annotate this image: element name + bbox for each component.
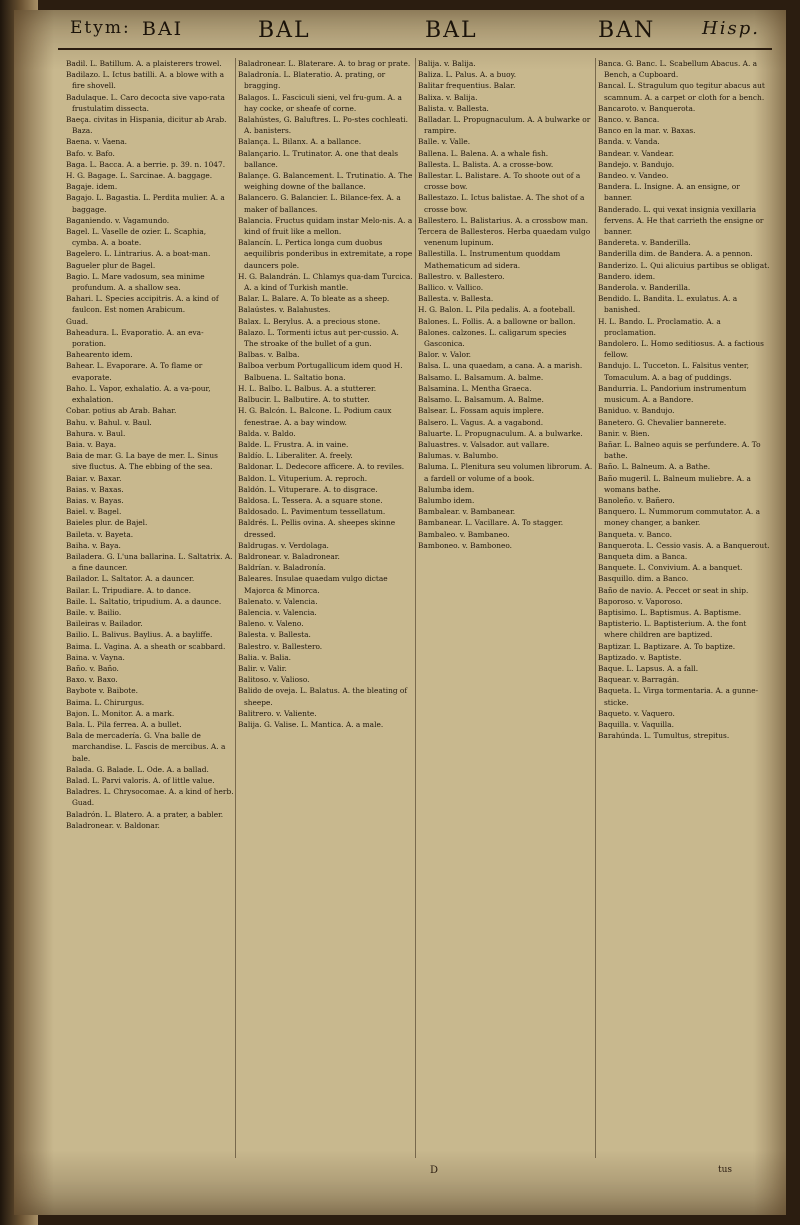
header-etym: Etym: [70, 18, 131, 38]
dictionary-entry: Bahear. L. Evaporare. A. To flame or evaporate. [66, 361, 203, 382]
dictionary-entry: Balista. v. Ballesta. [418, 103, 489, 113]
dictionary-entry: Baieles plur. de Bajel. [66, 518, 148, 528]
dictionary-entry: Banquero. L. Nummorum commutator. A. a money changer, a banker. [598, 507, 760, 528]
dictionary-entry: Bafo. v. Bafo. [66, 148, 115, 158]
dictionary-entry: Balido de oveja. L. Balatus. A. the bleating of sheepe. [238, 686, 408, 707]
dictionary-entry: Bambanear. L. Vacillare. A. To stagger. [418, 518, 564, 528]
dictionary-entry: Ballestar. L. Balistare. A. To shoote out of a crosse bow. [418, 171, 581, 192]
dictionary-entry: Bagelero. L. Lintrarius. A. a boat-man. [66, 249, 211, 259]
dictionary-entry: Banqueta dim. a Banca. [598, 551, 688, 561]
dictionary-entry: Cobar. potius ab Arab. Bahar. [66, 406, 177, 416]
dictionary-entry: Baqueto. v. Vaquero. [598, 708, 675, 718]
dictionary-entry: Baileiras v. Bailador. [66, 619, 143, 629]
dictionary-entry: Baporoso. v. Vaporoso. [598, 596, 683, 606]
dictionary-entry: Tercera de Ballesteros. Herba quaedam vulgo venenum lupinum. [418, 227, 591, 248]
dictionary-entry: Balitar frequentius. Balar. [418, 81, 516, 91]
dictionary-entry: Bandujo. L. Tucceton. L. Falsitus venter, Tomaculum. A. a bag of puddings. [598, 361, 749, 382]
dictionary-entry: Ballesta. v. Ballesta. [418, 294, 494, 304]
dictionary-entry: Guad. [66, 316, 89, 326]
dictionary-entry: Ballena. L. Balena. A. a whale fish. [418, 148, 549, 158]
dictionary-entry: Baleno. v. Valeno. [238, 619, 304, 629]
dictionary-entry: Baluastres. v. Valsador. aut vallare. [418, 439, 550, 449]
page-header [50, 18, 780, 44]
dictionary-entry: Banquerota. L. Cessio vasis. A. a Banquerout. [598, 540, 770, 550]
dictionary-entry: Banderilla dim. de Bandera. A. a pennon. [598, 249, 753, 259]
dictionary-entry: Bambaleo. v. Bambaneo. [418, 529, 510, 539]
dictionary-entry: Bailador. L. Saltator. A. a dauncer. [66, 574, 195, 584]
dictionary-entry: Balor. v. Valor. [418, 350, 472, 360]
dictionary-entry: Baldon. L. Vituperium. A. reproch. [238, 473, 368, 483]
dictionary-entry: H. G. Balandrán. L. Chlamys qua-dam Turcica. A. a kind of Turkish mantle. [238, 271, 413, 293]
dictionary-entry: Bahari. L. Species accipitris. A. a kind of faulcon. Est nomen Arabicum. [66, 294, 219, 315]
dictionary-entry: Bala de mercadería. G. Vna balle de marchandise. L. Fascis de mercibus. A. a bale. [66, 731, 226, 763]
dictionary-entry: Baladronear. v. Baldonar. [66, 820, 160, 830]
dictionary-entry: Balumbo idem. [418, 495, 475, 505]
dictionary-entry: Balada. G. Balade. L. Ode. A. a ballad. [66, 764, 209, 774]
dictionary-entry: Badil. L. Batillum. A. a plaisterers trowel. [66, 59, 222, 68]
dictionary-entry: Balaústes. v. Balahustes. [238, 305, 331, 315]
dictionary-entry: Banquete. L. Convivium. A. a banquet. [598, 563, 743, 573]
dictionary-entry: Badulaque. L. Caro decocta sive vapo-rata frustulatim dissecta. [66, 92, 225, 113]
dictionary-entry: Baima. L. Chirurgus. [66, 697, 145, 707]
dictionary-entry: Baldrés. L. Pellis ovina. A. sheepes skinne dressed. [238, 518, 396, 539]
dictionary-entry: H. L. Balbo. L. Balbus. A. a stutterer. [238, 383, 377, 393]
dictionary-entry: Basquillo. dim. a Banco. [598, 574, 689, 584]
dictionary-entry: Balia. v. Balia. [238, 652, 291, 662]
dictionary-entry: Balsa. L. una quaedam, a cana. A. a marish. [418, 361, 583, 371]
dictionary-entry: Bajon. L. Monitor. A. a mark. [66, 708, 175, 718]
column-divider [235, 58, 236, 1158]
dictionary-entry: Ballestazo. L. Ictus balistae. A. The shot of a crosse bow. [418, 193, 585, 214]
dictionary-entry: Bandereta. v. Banderilla. [598, 238, 691, 248]
dictionary-entry: Baldón. L. Vituperare. A. to disgrace. [238, 484, 378, 494]
dictionary-entry: Baque. L. Lapsus. A. a fall. [598, 663, 699, 673]
dictionary-entry: Balestro. v. Ballestero. [238, 641, 323, 651]
dictionary-entry: Baganiendo. v. Vagamundo. [66, 215, 170, 225]
dictionary-entry: Banqueta. v. Banco. [598, 529, 672, 539]
dictionary-entry: Balsamo. L. Balsamum. A. Balme. [418, 395, 544, 405]
dictionary-entry: Baldronear. v. Baladronear. [238, 551, 340, 561]
dictionary-entry: Baho. L. Vapor, exhalatio. A. a va-pour, exhalation. [66, 383, 211, 405]
dictionary-entry: Balsamo. L. Balsamum. A. balme. [418, 372, 544, 382]
dictionary-entry: Balbas. v. Balba. [238, 350, 300, 360]
dictionary-entry: Baxo. v. Baxo. [66, 675, 118, 685]
dictionary-entry: Bendido. L. Bandita. L. exulatus. A. a banished. [598, 294, 738, 315]
dictionary-entry: Banda. v. Vanda. [598, 137, 660, 147]
dictionary-entry: Baybote v. Baibote. [66, 686, 138, 696]
catchword: tus [718, 1165, 733, 1175]
dictionary-entry: Balançe. G. Balancement. L. Trutinatio. A. The weighing downe of the ballance. [238, 171, 413, 192]
dictionary-entry: Baia. v. Baya. [66, 439, 117, 449]
dictionary-entry: Bala. L. Pila ferrea. A. a bullet. [66, 719, 182, 729]
dictionary-entry: Bailio. L. Balivus. Baylius. A. a bayliffe. [66, 630, 213, 640]
dictionary-entry: Balenato. v. Valencia. [238, 596, 318, 606]
dictionary-entry: Balladar. L. Propugnaculum. A. A bulwarke or rampire. [418, 115, 591, 136]
dictionary-entry: Bañar. L. Balneo aquis se perfundere. A. To bathe. [598, 439, 761, 461]
dictionary-entry: H. L. Bando. L. Proclamatio. A. a proclamation. [598, 316, 721, 337]
dictionary-entry: Baptizar. L. Baptizare. A. To baptize. [598, 641, 736, 651]
dictionary-entry: H. G. Balon. L. Pila pedalis. A. a footeball. [418, 305, 576, 315]
column-divider [415, 58, 416, 1158]
dictionary-entry: Baile. L. Saltatio, tripudium. A. a daunce. [66, 596, 222, 606]
dictionary-entry: Bahura. v. Baul. [66, 428, 126, 438]
dictionary-entry: Baldosado. L. Pavimentum tessellatum. [238, 507, 386, 517]
dictionary-entry: Baño. L. Balneum. A. a Bathe. [598, 462, 711, 472]
dictionary-entry: Baileta. v. Bayeta. [66, 529, 134, 539]
dictionary-entry: Baima. L. Vagina. A. a sheath or scabbard. [66, 641, 226, 651]
dictionary-entry: Baño de navio. A. Peccet or seat in ship. [598, 585, 749, 595]
dictionary-entry: Balbucir. L. Balbutire. A. to stutter. [238, 395, 370, 405]
dictionary-entry: Balde. L. Frustra. A. in vaine. [238, 439, 349, 449]
dictionary-entry: Badilazo. L. Ictus batilli. A. a blowe with a fire shovell. [66, 70, 224, 91]
dictionary-entry: Balar. L. Balare. A. To bleate as a sheep. [238, 294, 390, 304]
dictionary-entry: Baluarte. L. Propugnaculum. A. a bulwarke. [418, 428, 583, 438]
dictionary-entry: Banderizo. L. Qui alicuius partibus se obligat. [598, 260, 770, 270]
dictionary-entry: Baias. v. Bayas. [66, 495, 124, 505]
dictionary-entry: Balones. L. Follis. A. a ballowne or ballon. [418, 316, 576, 326]
dictionary-entry: Balancero. G. Balancier. L. Bilance-fex. A. a maker of ballances. [238, 193, 401, 214]
dictionary-entry: Bahearento idem. [66, 350, 133, 360]
dictionary-entry: Bandolero. L. Homo seditiosus. A. a factious fellow. [598, 339, 764, 360]
header-guideword-3: BAL [425, 18, 478, 43]
dictionary-entry: Bambalear. v. Bambanear. [418, 507, 516, 517]
dictionary-entry: Balesta. v. Ballesta. [238, 630, 311, 640]
column-1 [66, 58, 234, 1168]
dictionary-entry: Baladres. L. Chrysocomae. A. a kind of herb. Guad. [66, 787, 234, 808]
header-guideword-1: BAI [142, 18, 184, 40]
dictionary-entry: Baiar. v. Baxar. [66, 473, 122, 483]
header-rule [58, 48, 772, 50]
dictionary-entry: Balixa. v. Balija. [418, 92, 478, 102]
dictionary-entry: Baptisterio. L. Baptisterium. A. the font where children are baptized. [598, 619, 747, 640]
dictionary-entry: Baldosa. L. Tessera. A. a square stone. [238, 495, 383, 505]
dictionary-entry: Banco en la mar. v. Baxas. [598, 126, 696, 136]
dictionary-entry: Baquilla. v. Vaquilla. [598, 719, 674, 729]
dictionary-entry: Baladronía. L. Blateratio. A. prating, or bragging. [238, 70, 386, 91]
dictionary-entry: Balança. L. Bilanx. A. a ballance. [238, 137, 362, 147]
dictionary-entry: Balahústes, G. Baluftres. L. Po-stes cochleati. A. banisters. [238, 115, 408, 136]
dictionary-entry: Baia de mar. G. La baye de mer. L. Sinus sive fluctus. A. The ebbing of the sea. [66, 451, 218, 472]
dictionary-entry: Baladrón. L. Blatero. A. a prater, a babler. [66, 809, 224, 819]
dictionary-entry: Balir. v. Valir. [238, 663, 287, 673]
dictionary-entry: Baldrugas. v. Verdolaga. [238, 540, 329, 550]
dictionary-entry: Baina. v. Vayna. [66, 652, 125, 662]
dictionary-entry: Bagel. L. Vaselle de ozier. L. Scaphia, cymba. A. a boate. [66, 227, 207, 248]
dictionary-entry: Ballestilla. L. Instrumentum quoddam Mathematicum ad sidera. [418, 249, 561, 270]
column-divider [595, 58, 596, 1158]
dictionary-entry: Bandejo. v. Bandujo. [598, 159, 675, 169]
dictionary-entry: Banderado. L. qui vexat insignia vexillaria fervens. A. He that carrieth the ensigne or banner. [598, 204, 764, 237]
dictionary-entry: Baño. v. Baño. [66, 663, 119, 673]
dictionary-entry: Bagajo. L. Bagastia. L. Perdita mulier. A. a baggage. [66, 193, 225, 214]
dictionary-entry: Baias. v. Baxas. [66, 484, 124, 494]
dictionary-entry: Balencia. v. Valencia. [238, 607, 317, 617]
dictionary-entry: H. G. Bagage. L. Sarcinae. A. baggage. [66, 171, 213, 181]
dictionary-entry: Balija. v. Balija. [418, 59, 476, 68]
dictionary-entry: Baheadura. L. Evaporatio. A. an eva-poration. [66, 327, 204, 349]
dictionary-entry: Balancín. L. Pertica longa cum duobus aequilibris ponderibus in extremitate, a rope dauncers pole. [238, 238, 413, 270]
margin-notes [40, 60, 64, 1160]
dictionary-entry: Baiel. v. Bagel. [66, 507, 122, 517]
dictionary-entry: Baile. v. Bailio. [66, 607, 122, 617]
dictionary-entry: Balagos. L. Fasciculi sieni, vel fru-gum. A. a hay cocke, or sheafe of corne. [238, 92, 402, 113]
dictionary-entry: Bagueler plur de Bagel. [66, 260, 156, 270]
dictionary-entry: Balazo. L. Tormenti ictus aut per-cussio. A. The stroake of the bullet of a gun. [238, 327, 399, 349]
dictionary-entry: Baiha. v. Baya. [66, 540, 121, 550]
dictionary-entry: Balad. L. Parvi valoris. A. of little value. [66, 776, 215, 785]
dictionary-entry: Balumba idem. [418, 484, 475, 494]
dictionary-entry: Balda. v. Baldo. [238, 428, 296, 438]
dictionary-entry: Bandera. L. Insigne. A. an ensigne, or banner. [598, 182, 740, 203]
header-guideword-4: BAN [598, 18, 656, 43]
header-guideword-2: BAL [258, 18, 311, 43]
dictionary-entry: Barahúnda. L. Tumultus, strepitus. [598, 731, 730, 741]
dictionary-entry: Balançario. L. Trutinator. A. one that deals ballance. [238, 148, 399, 169]
dictionary-entry: Baena. v. Vaena. [66, 137, 128, 147]
dictionary-entry: Bandurria. L. Pandorium instrumentum musicum. A. a Bandore. [598, 383, 747, 405]
dictionary-entry: Ballico. v. Vallico. [418, 283, 484, 293]
dictionary-entry: Balitoso. v. Valioso. [238, 675, 310, 685]
dictionary-entry: Baptisimo. L. Baptismus. A. Baptisme. [598, 607, 742, 617]
dictionary-entry: Balsamina. L. Mentha Graeca. [418, 383, 532, 393]
dictionary-entry: Balancia. Fructus quidam instar Melo-nis. A. a kind of fruit like a mellon. [238, 215, 413, 237]
dictionary-entry: Baldonar. L. Dedecore afficere. A. to reviles. [238, 462, 405, 472]
dictionary-entry: Ballestero. L. Balistarius. A. a crossbow man. [418, 215, 588, 225]
dictionary-entry: Ballesta. L. Balista. A. a crosse-bow. [418, 159, 554, 169]
dictionary-entry: Baldío. L. Liberaliter. A. freely. [238, 451, 353, 461]
dictionary-entry: Baniduo. v. Bandujo. [598, 406, 675, 416]
column-4 [598, 58, 770, 1168]
dictionary-entry: Banca. G. Banc. L. Scabellum Abacus. A. a Bench, a Cupboard. [598, 59, 758, 80]
dictionary-entry: H. G. Balcón. L. Balcone. L. Podium caux fenestrae. A. a bay window. [238, 406, 392, 427]
dictionary-entry: Balsero. L. Vagus. A. a vagabond. [418, 417, 544, 427]
dictionary-entry: Banoleño. v. Bañero. [598, 495, 675, 505]
dictionary-entry: Baño mugeril. L. Balneum muliebre. A. a womans bathe. [598, 473, 751, 494]
dictionary-entry: Bandero. idem. [598, 271, 656, 281]
dictionary-entry: Balija. G. Valise. L. Mantica. A. a male. [238, 719, 384, 729]
dictionary-entry: Baquear. v. Barragán. [598, 675, 680, 685]
dictionary-entry: Baqueta. L. Virga tormentaria. A. a gunne-sticke. [598, 686, 759, 707]
dictionary-entry: Bailar. L. Tripudiare. A. to dance. [66, 585, 191, 595]
dictionary-entry: Baldrían. v. Baladronía. [238, 563, 326, 573]
dictionary-entry: Balones. calzones. L. caligarum species Gasconica. [418, 327, 567, 349]
dictionary-entry: Bandeo. v. Vandeo. [598, 171, 669, 181]
dictionary-entry: Banco. v. Banca. [598, 115, 660, 125]
dictionary-entry: Baleares. Insulae quaedam vulgo dictae Majorca & Minorca. [238, 574, 388, 595]
dictionary-entry: Baptizado. v. Baptiste. [598, 652, 682, 662]
column-2 [238, 58, 414, 1168]
dictionary-entry: Baladronear. L. Blaterare. A. to brag or prate. [238, 59, 411, 68]
dictionary-entry: Baliza. L. Palus. A. a buoy. [418, 70, 517, 80]
dictionary-entry: Baga. L. Bacca. A. a berrie. p. 39. n. 1047. [66, 159, 226, 169]
dictionary-entry: Balle. v. Valle. [418, 137, 471, 147]
dictionary-entry: Bancaroto. v. Banquerota. [598, 103, 696, 113]
dictionary-entry: Bagio. L. Mare vadosum, sea minime profundum. A. a shallow sea. [66, 271, 205, 293]
dictionary-entry: Bancal. L. Stragulum quo tegitur abacus aut scamnum. A. a carpet or cloth for a bench. [598, 81, 765, 102]
dictionary-entry: Balumas. v. Balumbo. [418, 451, 499, 461]
dictionary-entry: Baluma. L. Plenitura seu volumen librorum. A. a fardell or volume of a book. [418, 462, 593, 483]
dictionary-entry: Banetero. G. Chevalier bannerete. [598, 417, 727, 427]
dictionary-entry: Bandear. v. Vandear. [598, 148, 674, 158]
dictionary-entry: Bailadera. G. L'una ballarina. L. Saltatrix. A. a fine dauncer. [66, 551, 233, 573]
header-language: Hisp. [702, 18, 760, 39]
dictionary-entry: Banir. v. Bien. [598, 428, 650, 438]
dictionary-entry: Balsear. L. Fossam aquis implere. [418, 406, 544, 416]
dictionary-entry: Balitrero. v. Valiente. [238, 708, 317, 718]
signature-mark: D [430, 1165, 439, 1176]
dictionary-entry: Bagaje. idem. [66, 182, 118, 192]
dictionary-entry: Baeça. civitas in Hispania, dicitur ab Arab. Baza. [66, 115, 227, 136]
dictionary-entry: Banderola. v. Banderilla. [598, 283, 691, 293]
dictionary-entry: Bamboneo. v. Bamboneo. [418, 540, 513, 550]
column-3 [418, 58, 594, 1168]
dictionary-entry: Ballestro. v. Ballestero. [418, 271, 505, 281]
dictionary-entry: Balax. L. Berylus. A. a precious stone. [238, 316, 381, 326]
dictionary-entry: Bahu. v. Bahul. v. Baul. [66, 417, 152, 427]
dictionary-entry: Balboa verbum Portugallicum idem quod H. Balbuena. L. Saltatio bona. [238, 361, 403, 382]
